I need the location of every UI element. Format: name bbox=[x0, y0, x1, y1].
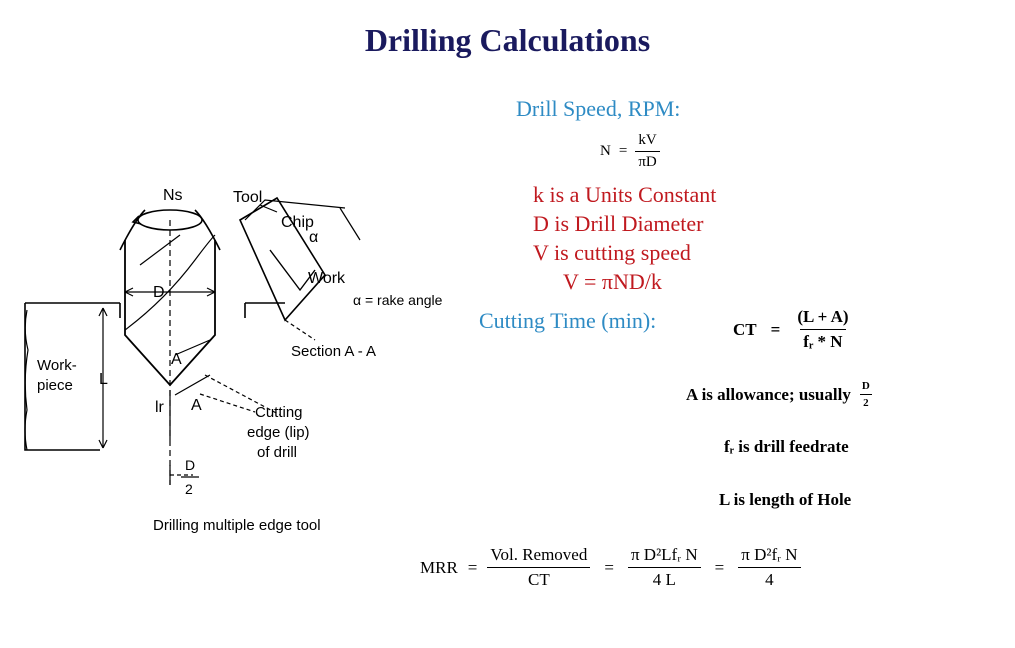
mrr-lhs: MRR bbox=[420, 557, 458, 577]
time-formula-num: (L + A) bbox=[797, 307, 849, 326]
allowance-fraction bbox=[859, 380, 873, 409]
mrr-f1-den: CT bbox=[487, 567, 590, 590]
feedrate-note: fᵣ is drill feedrate bbox=[724, 437, 849, 456]
figure-caption: Drilling multiple edge tool bbox=[153, 517, 321, 534]
mrr-eq-2: = bbox=[604, 557, 614, 577]
speed-formula-lhs: N bbox=[600, 143, 611, 159]
time-formula bbox=[733, 307, 852, 352]
time-formula-lhs: CT bbox=[733, 319, 757, 339]
mrr-formula bbox=[420, 545, 801, 590]
label-d-half-den: 2 bbox=[185, 481, 193, 497]
allowance-num: D bbox=[861, 380, 870, 392]
time-formula-eq: = bbox=[770, 319, 781, 339]
mrr-eq-1: = bbox=[467, 557, 478, 577]
label-chip: Chip bbox=[281, 214, 314, 231]
mrr-f3-num: π D²fᵣ N bbox=[741, 545, 798, 564]
mrr-f2-den: 4 L bbox=[628, 567, 701, 590]
label-d-half-num: D bbox=[185, 457, 196, 473]
label-work: Work bbox=[308, 270, 346, 287]
label-alpha: α bbox=[309, 229, 319, 246]
mrr-fraction-2 bbox=[628, 545, 701, 590]
label-l: L bbox=[99, 371, 108, 388]
mrr-f1-num: Vol. Removed bbox=[490, 545, 588, 564]
label-cutting-edge-1: Cutting bbox=[255, 404, 303, 421]
mrr-f3-den: 4 bbox=[738, 567, 800, 590]
speed-formula-fraction bbox=[635, 132, 659, 171]
mrr-fraction-3 bbox=[738, 545, 800, 590]
mrr-eq-3: = bbox=[714, 557, 725, 577]
drilling-diagram bbox=[15, 180, 455, 550]
speed-definitions bbox=[533, 180, 716, 296]
time-formula-den: fᵣ * N bbox=[800, 329, 845, 352]
mrr-f2-num: π D²Lfᵣ N bbox=[630, 545, 698, 564]
time-heading: Cutting Time (min): bbox=[479, 308, 657, 333]
label-rake-angle: α = rake angle bbox=[353, 292, 443, 308]
label-cutting-edge-3: of drill bbox=[257, 444, 298, 461]
definition-v: V is cutting speed bbox=[533, 240, 691, 265]
definition-k: k is a Units Constant bbox=[533, 182, 717, 207]
allowance-text: A is allowance; usually bbox=[686, 384, 851, 404]
label-a-lower: A bbox=[191, 397, 202, 414]
page-title: Drilling Calculations bbox=[364, 22, 651, 58]
speed-formula-den: πD bbox=[635, 151, 659, 171]
definition-d: D is Drill Diameter bbox=[533, 211, 704, 236]
label-d: D bbox=[153, 284, 165, 301]
label-tool: Tool bbox=[233, 189, 263, 206]
speed-formula bbox=[600, 132, 660, 171]
allowance-den: 2 bbox=[860, 394, 872, 409]
speed-relation: V = πND/k bbox=[563, 269, 662, 294]
allowance-note bbox=[686, 380, 873, 409]
length-note: L is length of Hole bbox=[719, 490, 852, 509]
label-lr: lr bbox=[155, 399, 164, 416]
label-section: Section A - A bbox=[291, 343, 377, 360]
label-workpiece-2: piece bbox=[37, 377, 73, 394]
speed-formula-eq: = bbox=[618, 143, 628, 159]
time-formula-fraction bbox=[794, 307, 851, 352]
label-a-upper: A bbox=[171, 351, 182, 368]
speed-formula-num: kV bbox=[638, 132, 657, 148]
speed-heading: Drill Speed, RPM: bbox=[516, 96, 681, 121]
label-ns: Ns bbox=[163, 187, 183, 204]
mrr-fraction-1 bbox=[487, 545, 590, 590]
label-workpiece-1: Work- bbox=[37, 357, 77, 374]
label-cutting-edge-2: edge (lip) bbox=[247, 424, 310, 441]
